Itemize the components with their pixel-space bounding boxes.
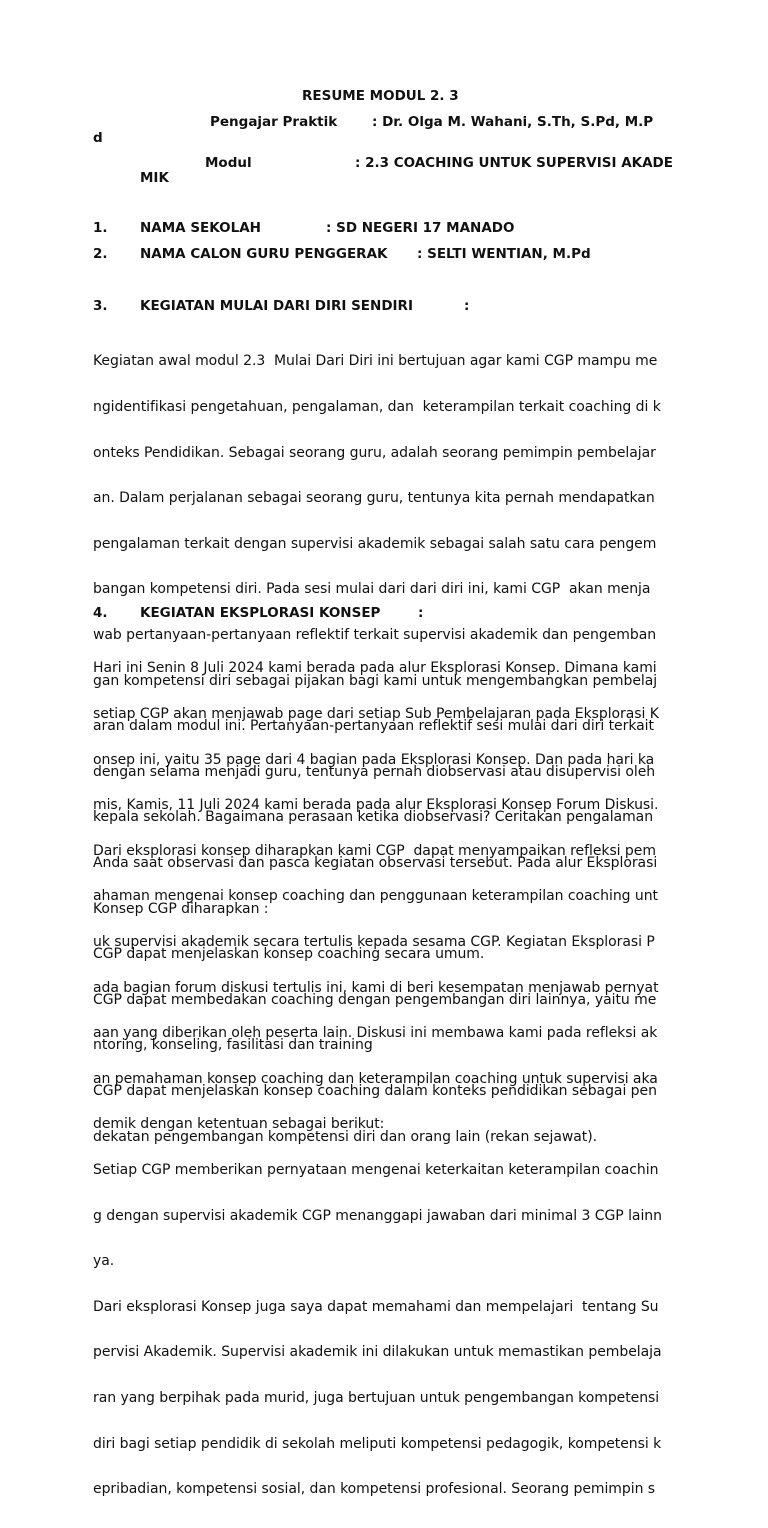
body-line: CGP dapat menjelaskan konsep coaching dalam konteks pendidikan sebagai pen [93, 1082, 657, 1099]
item-4-number: 4. [93, 605, 108, 621]
body-line: gan kompetensi diri sebagai pijakan bagi kami untuk mengembangkan pembelaj [93, 672, 658, 689]
body-line: demik dengan ketentuan sebagai berikut: [93, 1116, 385, 1133]
body-line: ran yang berpihak pada murid, juga bertujuan untuk pengembangan kompetensi [93, 1389, 660, 1406]
item-2-number: 2. [93, 246, 108, 262]
body-line: aran dalam modul ini. Pertanyaan-pertanyaan reflektif sesi mulai dari diri terkait [93, 718, 654, 735]
body-line: g dengan supervisi akademik CGP menanggapi jawaban dari minimal 3 CGP lainn [93, 1207, 662, 1224]
body-line: uk supervisi akademik secara tertulis kepada sesama CGP. Kegiatan Eksplorasi P [93, 933, 655, 950]
body-line: onteks Pendidikan. Sebagai seorang guru, adalah seorang pemimpin pembelajar [93, 444, 656, 461]
item-3-number: 3. [93, 298, 108, 314]
body-line: kepala sekolah. Bagaimana perasaan ketika diobservasi? Ceritakan pengalaman [93, 809, 654, 826]
pengajar-value-wrap: d [93, 130, 103, 146]
body-line: pengalaman terkait dengan supervisi akademik sebagai salah satu cara pengem [93, 535, 657, 552]
body-line: epribadian, kompetensi sosial, dan kompetensi profesional. Seorang pemimpin s [93, 1481, 656, 1498]
body-line: Dari eksplorasi konsep diharapkan kami CGP dapat menyampaikan refleksi pem [93, 842, 656, 859]
body-line: mis, Kamis, 11 Juli 2024 kami berada pada alur Eksplorasi Konsep Forum Diskusi. [93, 797, 659, 814]
body-line: aan yang diberikan oleh peserta lain. Diskusi ini membawa kami pada refleksi ak [93, 1025, 658, 1042]
body-line: ngidentifikasi pengetahuan, pengalaman, dan keterampilan terkait coaching di k [93, 399, 661, 415]
pengajar-value: : Dr. Olga M. Wahani, S.Th, S.Pd, M.P [372, 114, 654, 130]
body-line: Kegiatan awal modul 2.3 Mulai Dari Diri ini bertujuan agar kami CGP mampu me [93, 353, 658, 370]
modul-label: Modul [205, 155, 252, 171]
body-line: Hari ini Senin 8 Juli 2024 kami berada pada alur Eksplorasi Konsep. Dimana kami [93, 660, 657, 677]
body-line: CGP dapat menjelaskan konsep coaching secara umum. [93, 946, 485, 963]
body-line: ntoring, konseling, fasilitasi dan training [93, 1037, 373, 1054]
body-line: Anda saat observasi dan pasca kegiatan observasi tersebut. Pada alur Eksplorasi [93, 854, 658, 871]
body-line: ada bagian forum diskusi tertulis ini, kami di beri kesempatan menjawab pernyat [93, 979, 659, 996]
item-3-colon: : [464, 298, 470, 314]
item-2-value: : SELTI WENTIAN, M.Pd [417, 246, 591, 262]
pengajar-label: Pengajar Praktik [210, 114, 338, 130]
section-4-body [93, 631, 662, 1528]
item-1-label: NAMA SEKOLAH [140, 220, 261, 236]
body-line: diri bagi setiap pendidik di sekolah meliputi kompetensi pedagogik, kompetensi k [93, 1435, 662, 1452]
body-line: wab pertanyaan-pertanyaan reflektif terkait supervisi akademik dan pengemban [93, 626, 657, 643]
body-line: onsep ini, yaitu 35 page dari 4 bagian pada Eksplorasi Konsep. Dan pada hari ka [93, 751, 655, 768]
item-2-label: NAMA CALON GURU PENGGERAK [140, 246, 388, 262]
modul-value-wrap: MIK [140, 170, 169, 186]
body-line: dekatan pengembangan kompetensi diri dan orang lain (rekan sejawat). [93, 1128, 598, 1145]
body-line: ya. [93, 1253, 115, 1270]
body-line: ahaman mengenai konsep coaching dan penggunaan keterampilan coaching unt [93, 888, 658, 905]
body-line: Setiap CGP memberikan pernyataan mengenai keterkaitan keterampilan coachin [93, 1161, 659, 1178]
item-3-label: KEGIATAN MULAI DARI DIRI SENDIRI [140, 298, 413, 314]
body-line: an pemahaman konsep coaching dan keterampilan coaching untuk supervisi aka [93, 1070, 658, 1087]
item-1-value: : SD NEGERI 17 MANADO [326, 220, 515, 236]
item-4-label: KEGIATAN EKSPLORASI KONSEP [140, 605, 381, 621]
body-line: setiap CGP akan menjawab page dari setiap Sub Pembelajaran pada Eksplorasi K [93, 706, 659, 722]
body-line: Dari eksplorasi Konsep juga saya dapat memahami dan mempelajari tentang Su [93, 1298, 659, 1315]
body-line: pervisi Akademik. Supervisi akademik ini dilakukan untuk memastikan pembelaja [93, 1344, 662, 1361]
body-line: dengan selama menjadi guru, tentunya pernah diobservasi atau disupervisi oleh [93, 763, 656, 780]
body-line: CGP dapat membedakan coaching dengan pengembangan diri lainnya, yaitu me [93, 991, 657, 1008]
modul-value: : 2.3 COACHING UNTUK SUPERVISI AKADE [355, 155, 673, 171]
body-line: Konsep CGP diharapkan : [93, 900, 269, 917]
item-4-colon: : [418, 605, 424, 621]
document-title: RESUME MODUL 2. 3 [302, 88, 459, 104]
body-line: bangan kompetensi diri. Pada sesi mulai dari dari diri ini, kami CGP akan menja [93, 581, 651, 598]
body-line: an. Dalam perjalanan sebagai seorang guru, tentunya kita pernah mendapatkan [93, 490, 655, 507]
item-1-number: 1. [93, 220, 108, 236]
